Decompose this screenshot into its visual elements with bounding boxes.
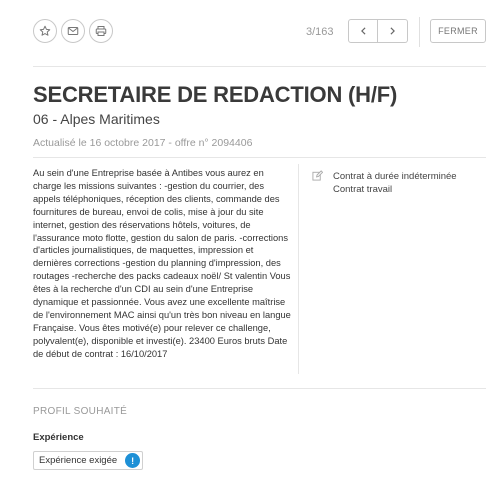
toolbar-divider	[419, 17, 420, 47]
print-button[interactable]	[89, 19, 113, 43]
column-divider	[298, 164, 299, 374]
section-divider	[33, 157, 486, 158]
header-divider	[33, 66, 486, 67]
star-icon	[39, 25, 51, 37]
job-description: Au sein d'une Entreprise basée à Antibes vous aurez en charge les missions suivantes : -gestion du courrier, des appels téléphoniques, réception des clients, commande des fournitures de bureau, envoi de colis, mise à jour du site internet, gestion des réservations hôtels, voitures, de l'assurance moto flotte, gestion du salon de paris. -corrections d'articles journalistiques, de maquettes, impression et dernières corrections -gestion du planning d'impression, des routages -recherche des packs cadeaux noël/ St valentin Vous êtes à la recherche d'un CDI au sein d'une Entreprise dynamique et passionnée. Vous avez une excellente maîtrise de l'environnement MAC ainsi qu'un très bon niveau en langue Française. Vous êtes motivé(e) pour relever ce challenge, polyvalent(e), disponible et investi(e). 23400 Euros bruts Date de début de contrat : 16/10/2017	[33, 168, 291, 359]
top-toolbar	[0, 0, 500, 64]
contract-type: Contrat à durée indéterminée	[333, 171, 457, 182]
contract-nature: Contrat travail	[333, 184, 393, 195]
experience-value: Expérience exigée	[39, 455, 118, 466]
favorite-button[interactable]	[33, 19, 57, 43]
chevron-left-icon	[360, 27, 367, 35]
previous-offer-button[interactable]	[348, 19, 378, 43]
profile-heading: PROFIL SOUHAITÉ	[33, 406, 128, 417]
next-offer-button[interactable]	[378, 19, 408, 43]
chevron-right-icon	[389, 27, 396, 35]
profile-divider	[33, 388, 486, 389]
printer-icon	[95, 25, 107, 37]
info-icon[interactable]: !	[125, 453, 140, 468]
experience-badge	[33, 451, 143, 470]
close-button[interactable]: FERMER	[430, 19, 486, 43]
mail-icon	[67, 25, 79, 37]
job-location: 06 - Alpes Maritimes	[33, 111, 160, 127]
job-updated-date: Actualisé le 16 octobre 2017 - offre n° 2094406	[33, 137, 253, 149]
experience-label: Expérience	[33, 432, 84, 443]
contract-info	[333, 170, 457, 196]
email-button[interactable]	[61, 19, 85, 43]
edit-icon	[312, 170, 323, 181]
offer-counter: 3/163	[306, 26, 334, 38]
job-title: SECRETAIRE DE REDACTION (H/F)	[33, 82, 398, 107]
